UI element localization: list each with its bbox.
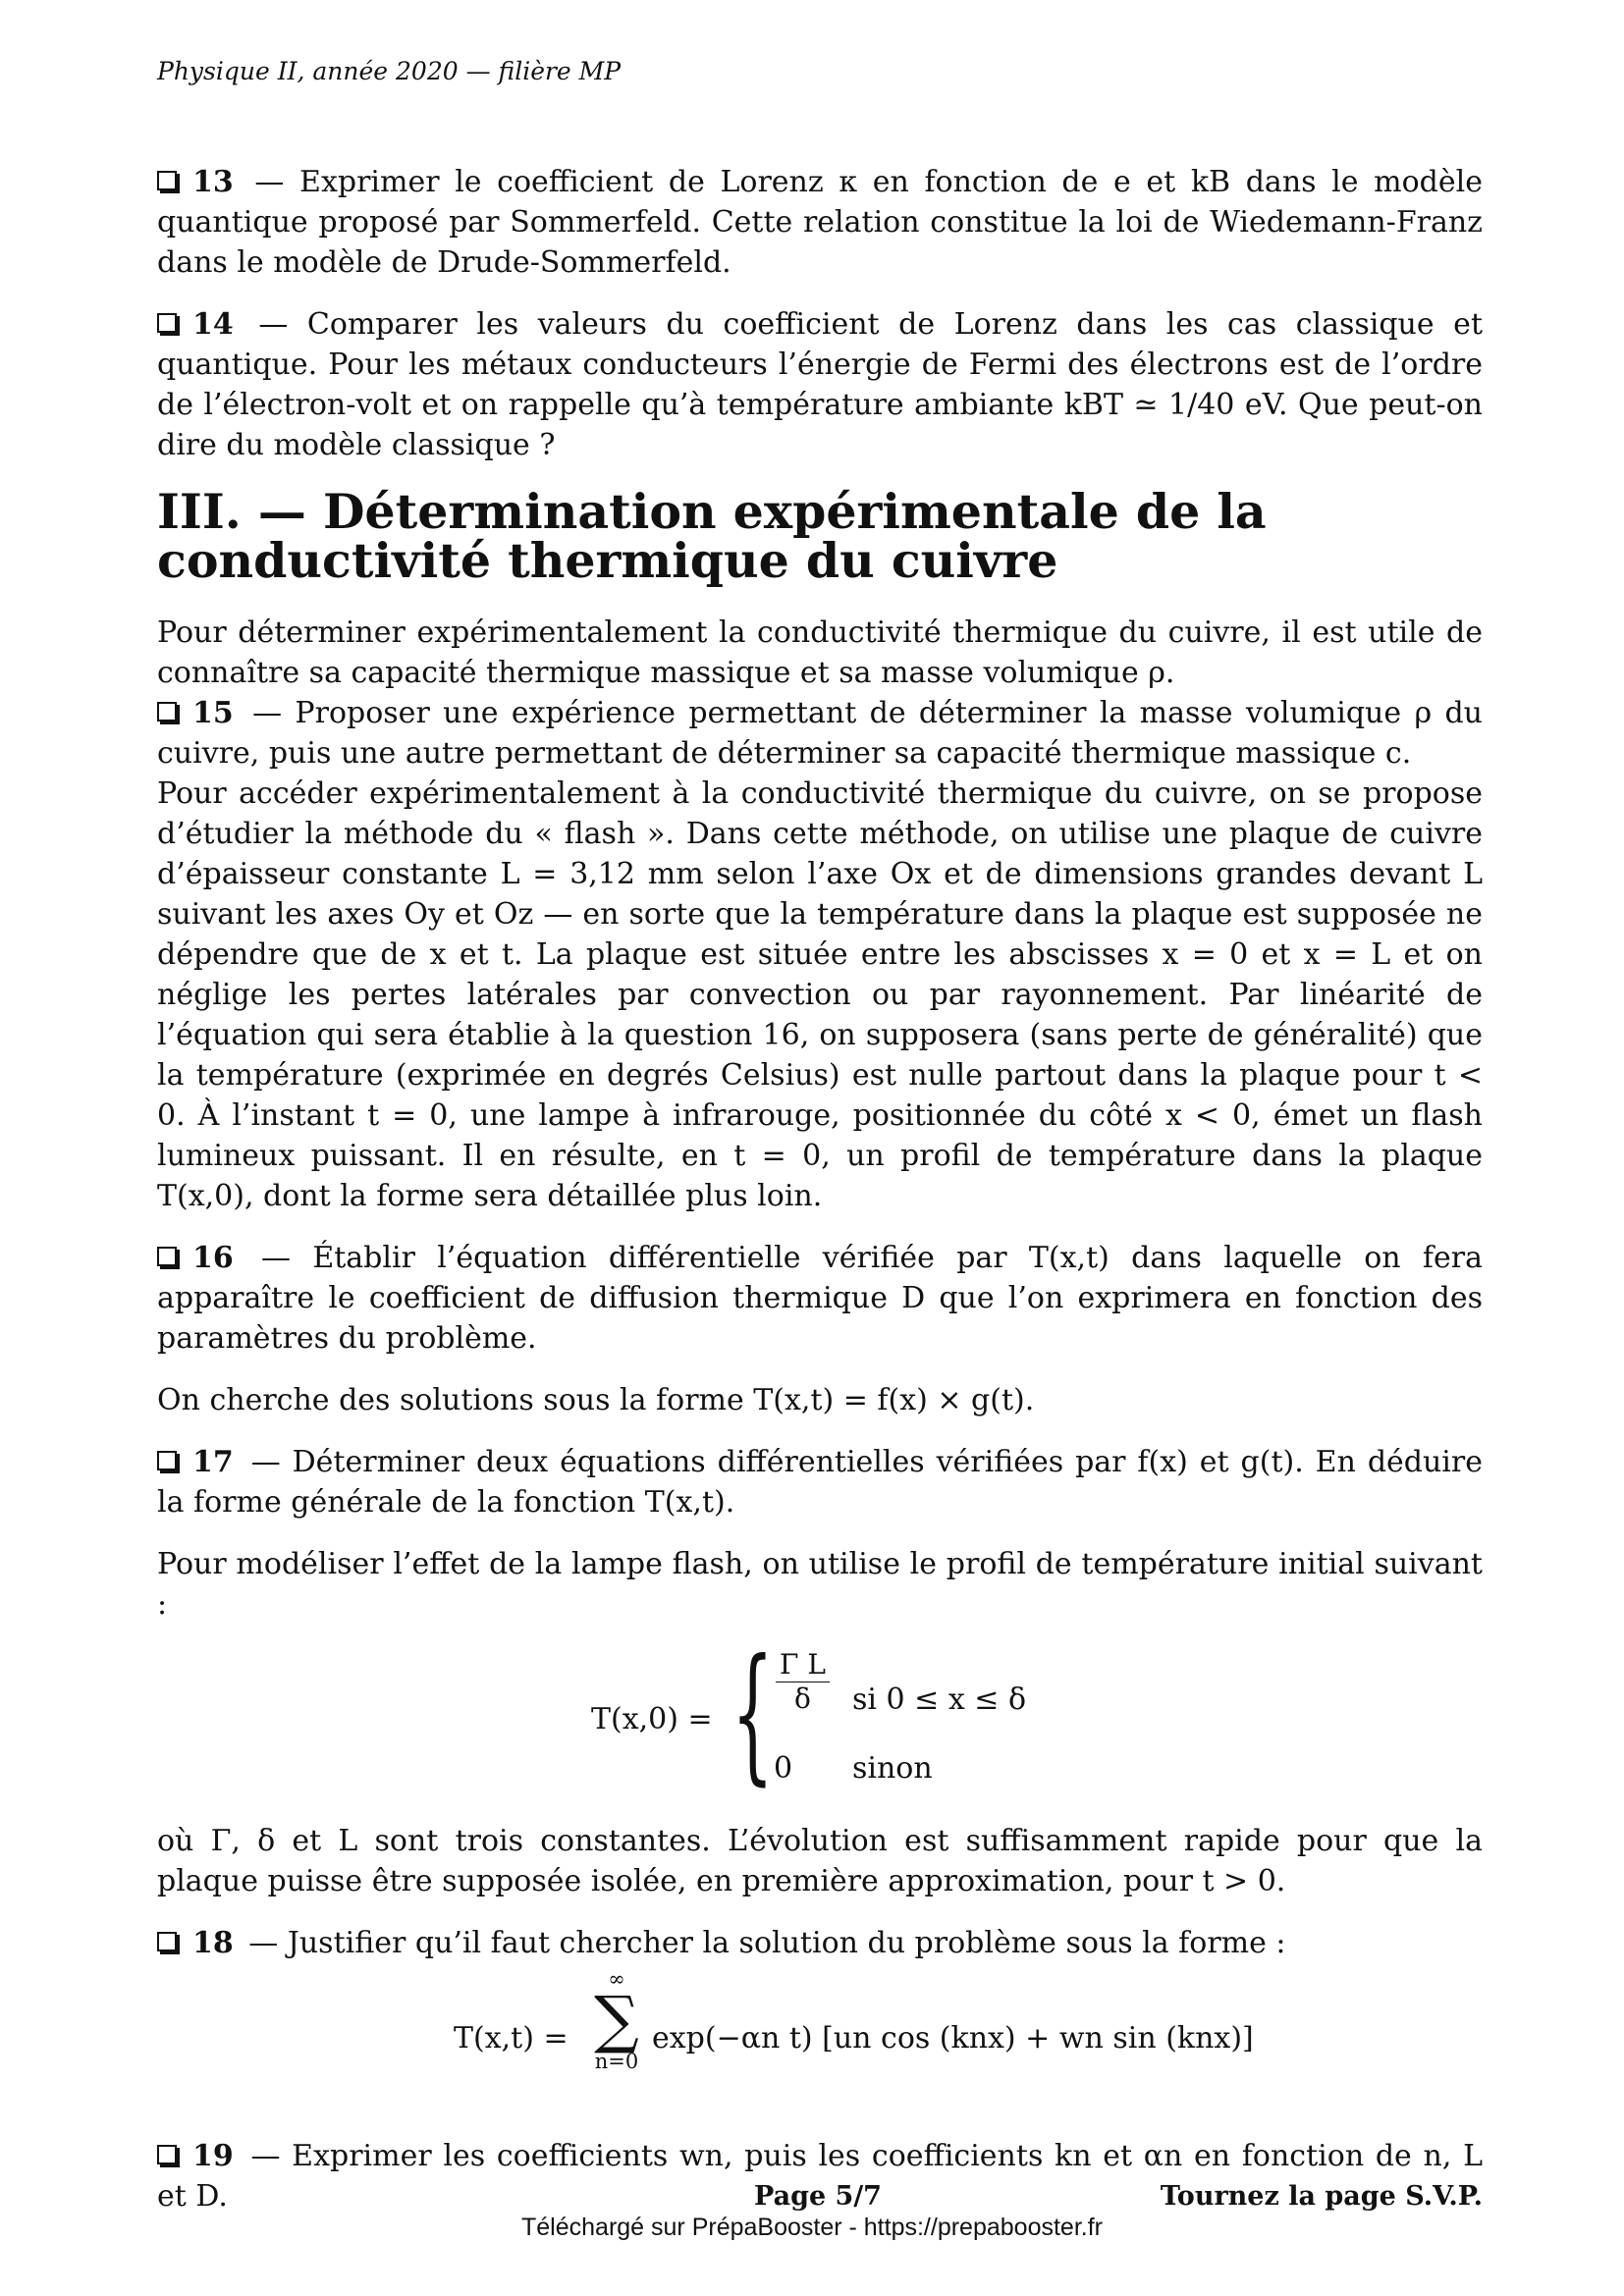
fraction — [776, 1648, 830, 1716]
case-1-condition: si 0 ≤ x ≤ δ — [852, 1682, 1027, 1717]
checkbox-icon — [157, 702, 177, 721]
page-number: Page 5/7 — [754, 2181, 882, 2212]
question-16-text: — Établir l’équation différentielle vérifiée par T(x,t) dans laquelle on fera apparaître le coefficient de diffusion thermique D que l’on exprimera en fonction des paramètres du problème. — [157, 1241, 1483, 1356]
question-19: 19 — Exprimer les coefficients wn, puis les coefficients kn et αn en fonction de n, L et D. — [157, 2139, 1483, 2214]
section-intro: Pour déterminer expérimentalement la conductivité thermique du cuivre, il est utile de connaître sa capacité thermique massique et sa masse volumique ρ. — [157, 615, 1483, 690]
download-watermark: Téléchargé sur PrépaBooster - https://prepabooster.fr — [521, 2214, 1103, 2241]
checkbox-icon — [157, 313, 177, 333]
question-19-text: — Exprimer les coefficients wn, puis les coefficients kn et αn en fonction de n, L et D. — [157, 2139, 1483, 2214]
running-header: Physique II, année 2020 — filière MP — [157, 57, 622, 85]
question-18: 18 — Justifier qu’il faut chercher la solution du problème sous la forme : — [157, 1923, 1483, 1963]
question-17-text: — Déterminer deux équations différentielles vérifiées par f(x) et g(t). En déduire la forme générale de la fonction T(x,t). — [157, 1445, 1483, 1520]
checkbox-icon — [157, 1247, 177, 1266]
summation-icon: ∞ ∑ n=0 — [587, 1969, 646, 2071]
case-2-value: 0 — [774, 1751, 793, 1786]
constants-paragraph: où Γ, δ et L sont trois constantes. L’évolution est suffisamment rapide pour que la plaque puisse être supposée isolée, en première approximation, pour t > 0. — [157, 1824, 1483, 1898]
case-2-condition: sinon — [852, 1751, 933, 1786]
sum-lower-bound: n=0 — [594, 2050, 639, 2073]
checkbox-icon — [157, 2145, 177, 2164]
brace-icon: { — [731, 1629, 774, 1799]
fraction-numerator: Γ L — [776, 1648, 830, 1682]
checkbox-icon — [157, 1932, 177, 1951]
turn-page-note: Tournez la page S.V.P. — [1160, 2181, 1483, 2212]
separable-form: On cherche des solutions sous la forme T(x,t) = f(x) × g(t). — [157, 1383, 1035, 1417]
equation-lhs: T(x,0) = — [591, 1702, 713, 1736]
sum-upper-bound: ∞ — [608, 1967, 625, 1991]
checkbox-icon — [157, 1451, 177, 1470]
question-14: 14 — Comparer les valeurs du coefficient de Lorenz dans les cas classique et quantique. Pour les métaux conducteurs l’énergie de Fermi des électrons est de l’ordre de l’électron-volt et on rappelle qu’à température ambiante kBT ≃ 1/40 eV. Que peut-on dire du modèle classique ? — [157, 307, 1483, 462]
fraction-denominator: δ — [794, 1682, 811, 1715]
equation-rhs: exp(−αn t) [un cos (knx) + wn sin (knx)] — [652, 2021, 1254, 2056]
model-intro: Pour modéliser l’effet de la lampe flash, on utilise le profil de température initial suivant : — [157, 1547, 1483, 1622]
question-13: 13 — Exprimer le coefficient de Lorenz κ en fonction de e et kB dans le modèle quantique proposé par Sommerfeld. Cette relation constitue la loi de Wiedemann-Franz dans le modèle de Drude-Sommerfeld. — [157, 165, 1483, 280]
initial-profile-equation — [157, 1629, 1483, 1799]
question-13-text: — Exprimer le coefficient de Lorenz κ en fonction de e et kB dans le modèle quantique proposé par Sommerfeld. Cette relation constitue la loi de Wiedemann-Franz dans le modèle de Drude-Sommerfeld. — [157, 165, 1483, 280]
equation-lhs: T(x,t) = — [454, 2021, 568, 2056]
section-title: III. — Détermination expérimentale de la conductivité thermique du cuivre — [157, 483, 1267, 589]
question-15-text: — Proposer une expérience permettant de déterminer la masse volumique ρ du cuivre, puis une autre permettant de déterminer sa capacité thermique massique c. — [157, 696, 1483, 771]
question-16: 16 — Établir l’équation différentielle vérifiée par T(x,t) dans laquelle on fera apparaître le coefficient de diffusion thermique D que l’on exprimera en fonction des paramètres du problème. — [157, 1241, 1483, 1356]
question-14-text: — Comparer les valeurs du coefficient de Lorenz dans les cas classique et quantique. Pour les métaux conducteurs l’énergie de Fermi des électrons est de l’ordre de l’électron-volt et on rappelle qu’à température ambiante kBT ≃ 1/40 eV. Que peut-on dire du modèle classique ? — [157, 307, 1483, 462]
flash-method-paragraph: Pour accéder expérimentalement à la conductivité thermique du cuivre, on se propose d’étudier la méthode du « flash ». Dans cette méthode, on utilise une plaque de cuivre d’épaisseur constante L = 3,12 mm selon l’axe Ox et de dimensions grandes devant L suivant les axes Oy et Oz — en sorte que la température dans la plaque est supposée ne dépendre que de x et t. La plaque est située entre les abscisses x = 0 et x = L et on néglige les pertes latérales par convection ou par rayonnement. Par linéarité de l’équation qui sera établie à la question 16, on supposera (sans perte de généralité) que la température (exprimée en degrés Celsius) est nulle partout dans la plaque pour t < 0. À l’instant t = 0, une lampe à infrarouge, positionnée du côté x < 0, émet un flash lumineux puissant. Il en résulte, en t = 0, un profil de température dans la plaque T(x,0), dont la forme sera détaillée plus loin. — [157, 776, 1483, 1213]
checkbox-icon — [157, 171, 177, 190]
question-15: 15 — Proposer une expérience permettant de déterminer la masse volumique ρ du cuivre, puis une autre permettant de déterminer sa capacité thermique massique c. — [157, 696, 1483, 771]
question-18-text: — Justifier qu’il faut chercher la solution du problème sous la forme : — [248, 1926, 1286, 1960]
question-17: 17 — Déterminer deux équations différentielles vérifiées par f(x) et g(t). En déduire la forme générale de la fonction T(x,t). — [157, 1445, 1483, 1520]
page-body — [157, 162, 1483, 2238]
series-solution-equation — [157, 1967, 1483, 2097]
